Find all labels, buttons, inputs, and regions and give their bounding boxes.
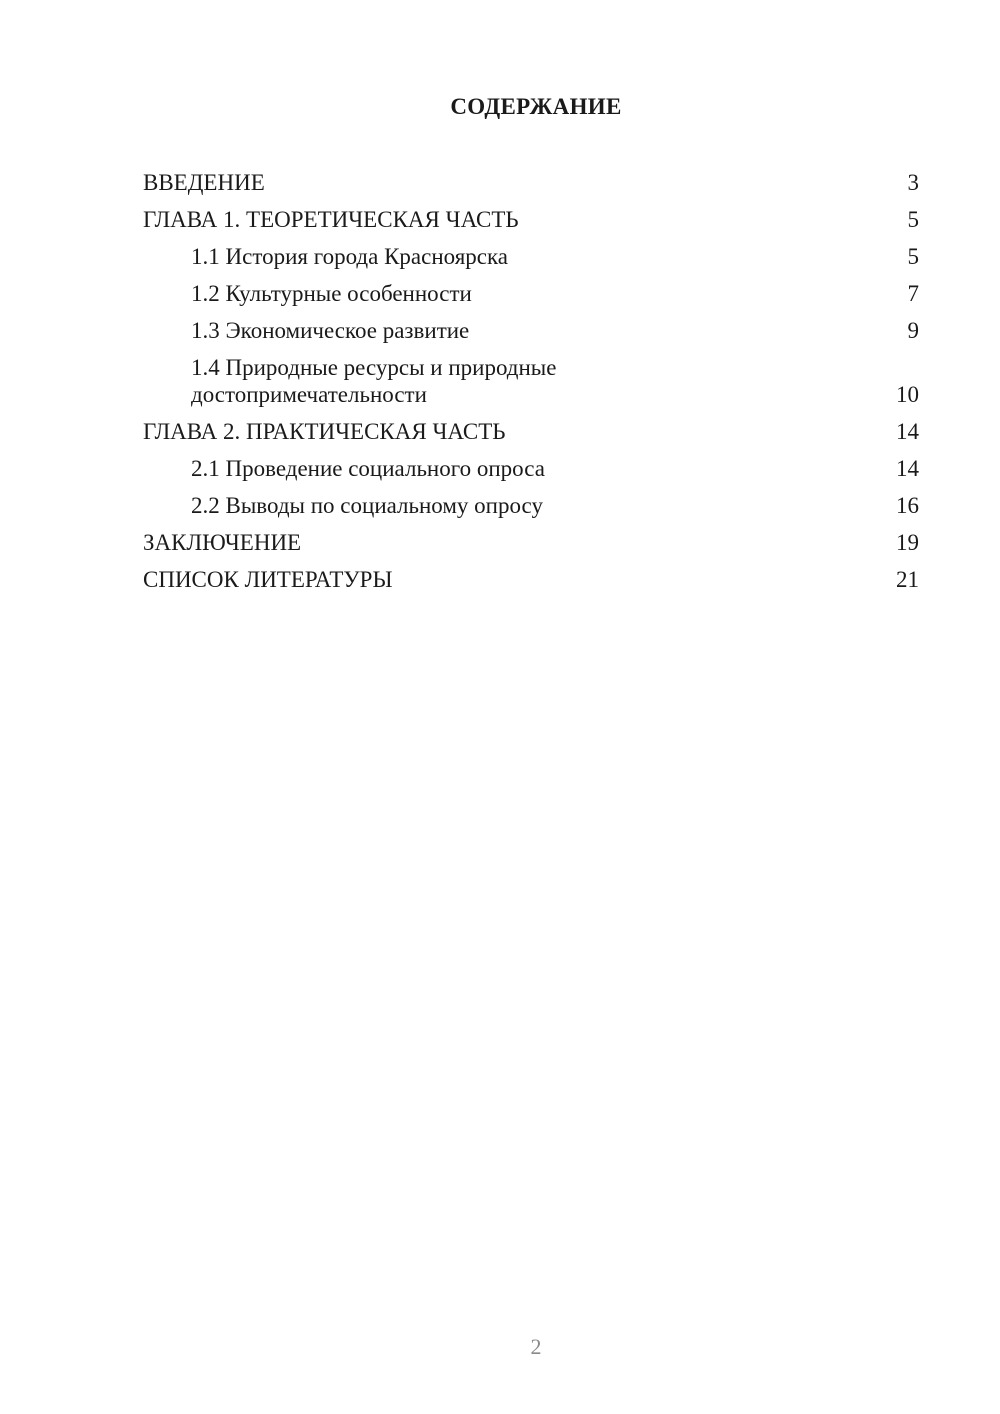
toc-entry-section-1-2[interactable] [143,280,919,307]
page-number: 2 [530,1334,542,1359]
toc-entry-page-number: 14 [896,456,919,481]
toc-entry-page-number: 21 [896,567,919,592]
toc-entry-section-2-2[interactable] [143,492,919,519]
toc-entry-label: 1.1 История города Красноярска [191,244,509,269]
toc-entry-section-1-4[interactable] [143,354,919,408]
toc-entry-conclusion[interactable] [143,529,919,556]
toc-entry-chapter-2[interactable] [143,418,919,445]
toc-entry-label: ГЛАВА 1. ТЕОРЕТИЧЕСКАЯ ЧАСТЬ [143,207,519,232]
page-title: СОДЕРЖАНИЕ [450,94,622,119]
toc-entry-label: 1.3 Экономическое развитие [191,318,470,343]
toc-entry-section-1-3[interactable] [143,317,919,344]
table-of-contents [143,169,919,603]
toc-entry-page-number: 14 [896,419,919,444]
toc-entry-page-number: 16 [896,493,919,518]
toc-entry-page-number: 5 [907,244,919,269]
toc-entry-section-2-1[interactable] [143,455,919,482]
toc-entry-page-number: 3 [907,170,919,195]
toc-entry-label: 1.2 Культурные особенности [191,281,472,306]
toc-entry-page-number: 7 [907,281,919,306]
toc-entry-page-number: 5 [907,207,919,232]
toc-entry-page-number: 19 [896,530,919,555]
toc-entry-label: СПИСОК ЛИТЕРАТУРЫ [143,567,393,592]
toc-entry-label: ГЛАВА 2. ПРАКТИЧЕСКАЯ ЧАСТЬ [143,419,506,444]
toc-entry-section-1-1[interactable] [143,243,919,270]
toc-entry-page-number: 10 [896,382,919,407]
toc-entry-label: ВВЕДЕНИЕ [143,170,265,195]
toc-entry-label: 1.4 Природные ресурсы и природные достопримечательности [191,355,557,407]
toc-entry-introduction[interactable] [143,169,919,196]
toc-entry-label: 2.2 Выводы по социальному опросу [191,493,543,518]
toc-entry-label: ЗАКЛЮЧЕНИЕ [143,530,302,555]
toc-entry-references[interactable] [143,566,919,593]
toc-entry-page-number: 9 [907,318,919,343]
toc-entry-label: 2.1 Проведение социального опроса [191,456,545,481]
toc-entry-chapter-1[interactable] [143,206,919,233]
